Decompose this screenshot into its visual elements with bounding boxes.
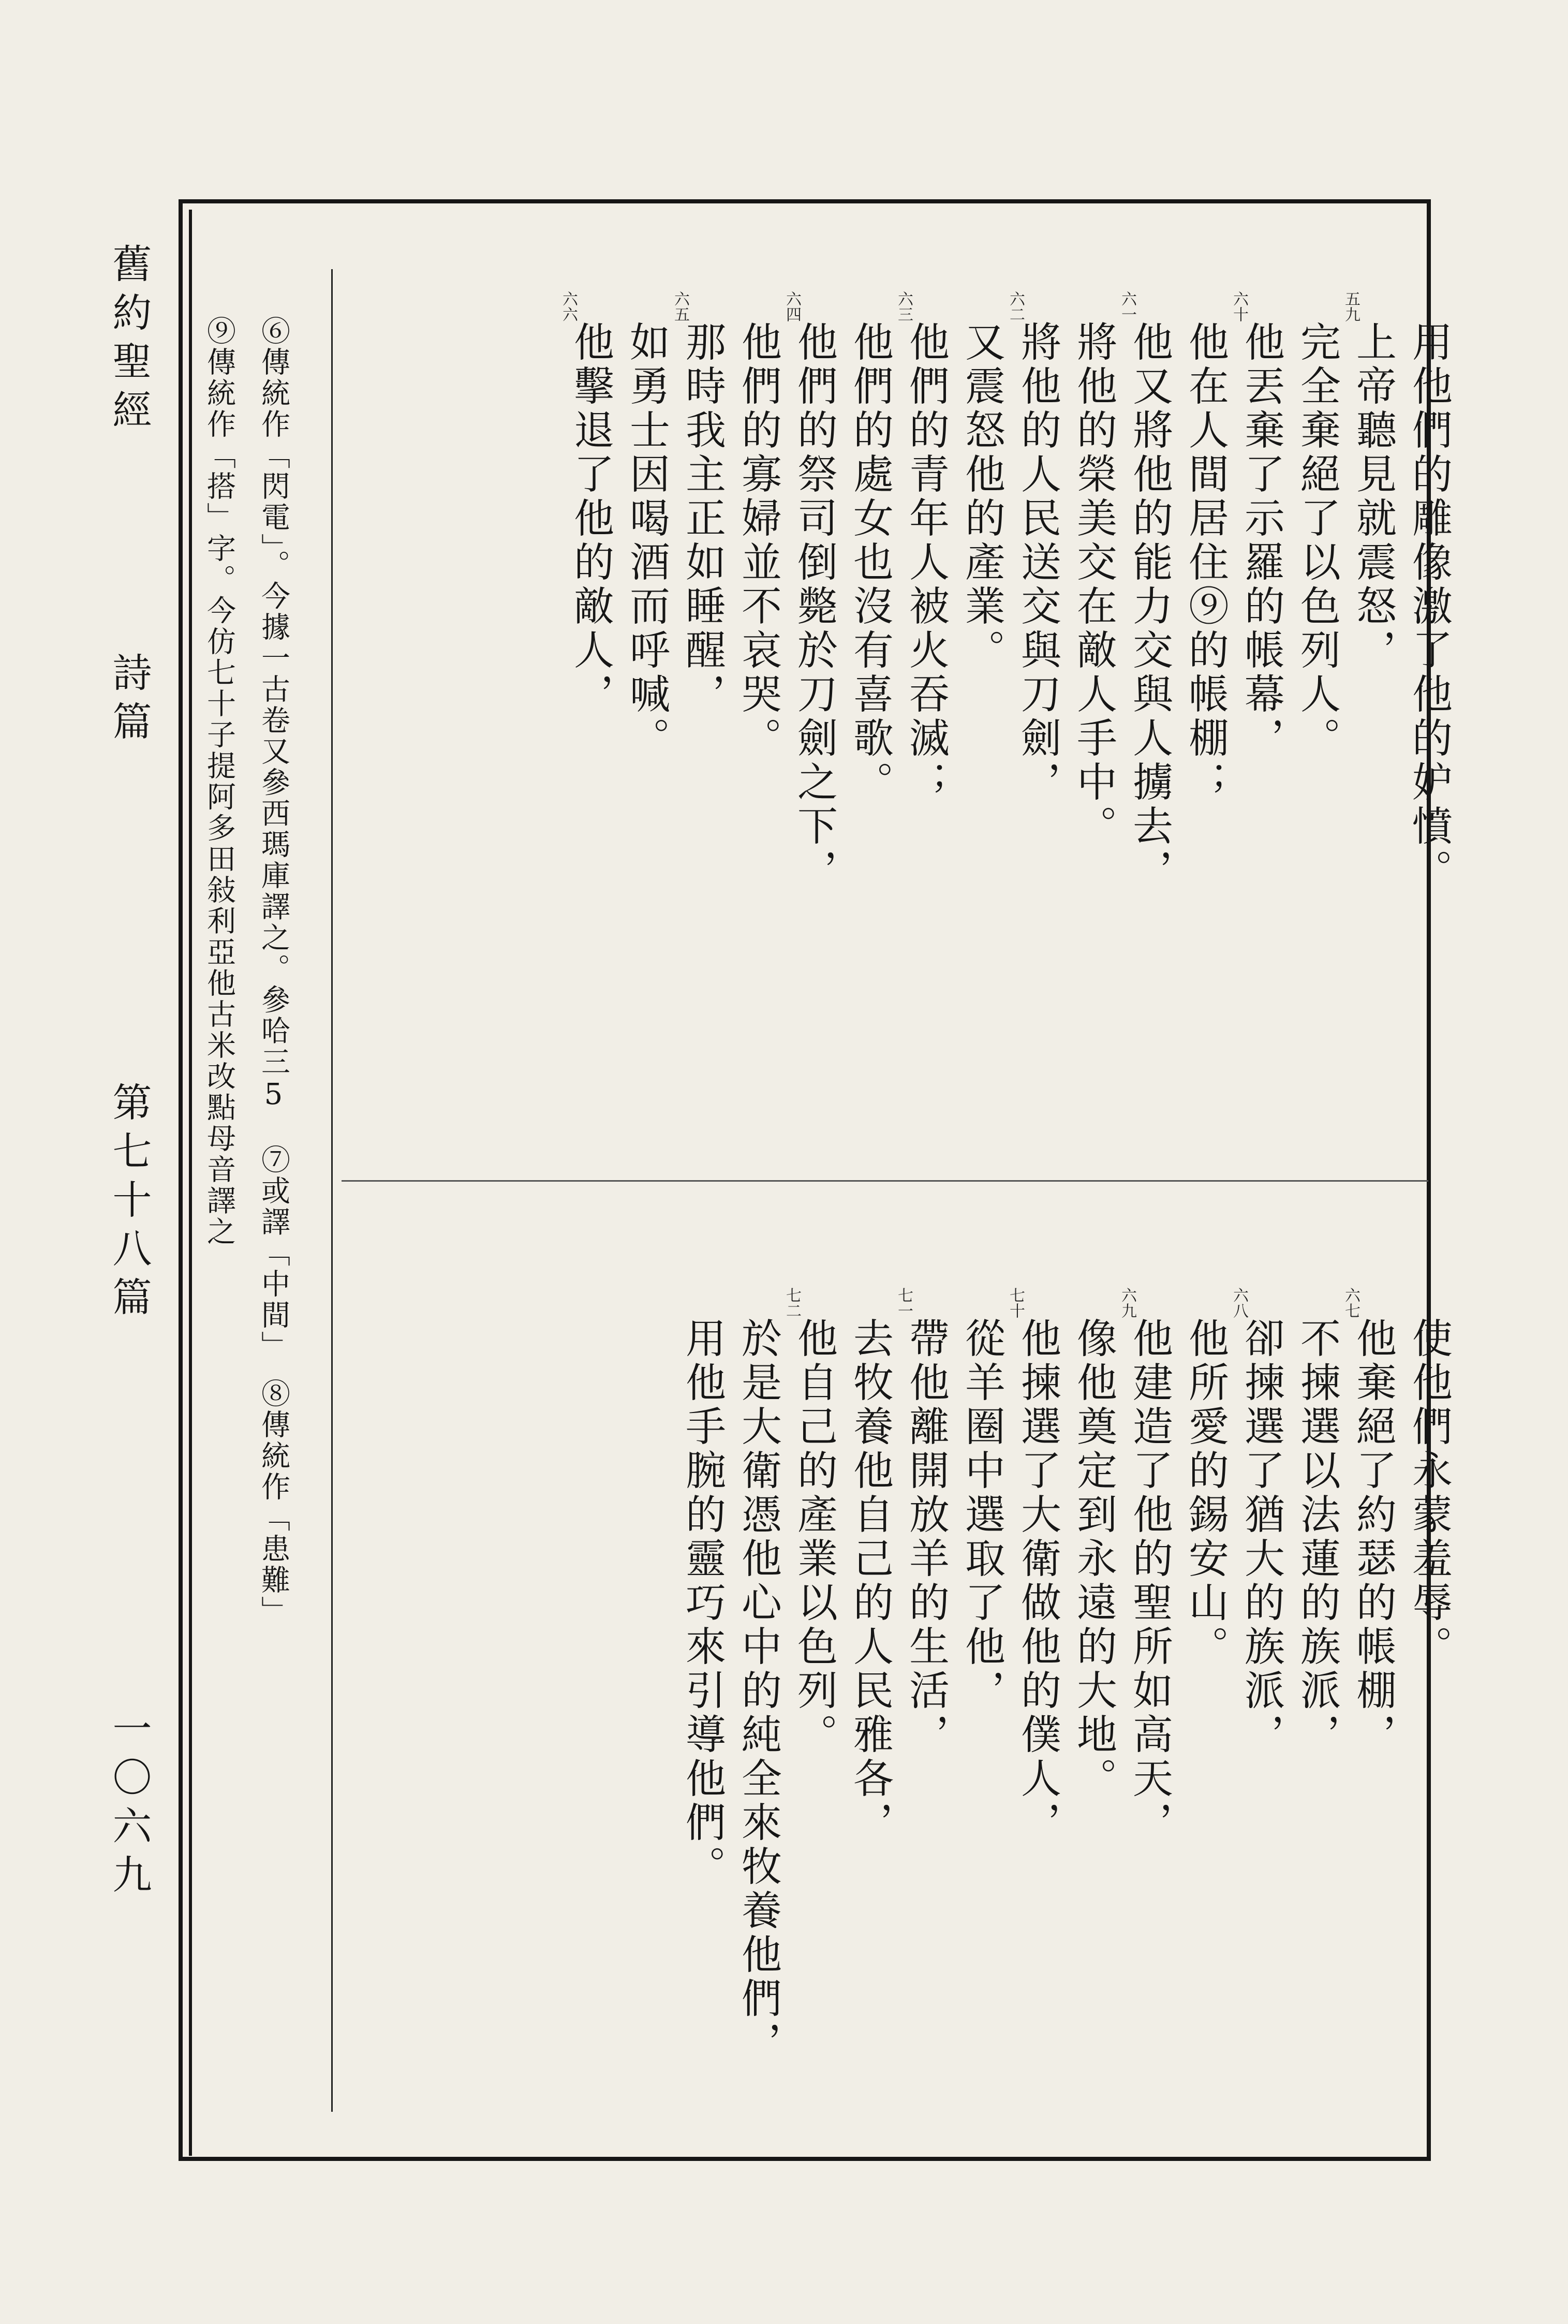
verse-number: 六六 (559, 291, 578, 322)
book-title: 舊約聖經 (106, 243, 152, 438)
verse-number: 七一 (895, 1287, 913, 1318)
verse-line: 他自己的產業以色列。 (791, 1317, 837, 1757)
verse-line: 使他們永蒙羞辱。 (1406, 1317, 1452, 1669)
verse-line: 那時我主正如睡醒， (679, 321, 726, 717)
section-title: 詩篇 (106, 652, 152, 749)
verse-number: 六二 (1007, 291, 1025, 322)
verse-number: 六五 (671, 291, 689, 322)
verse-line: 他所愛的錫安山。 (1182, 1317, 1229, 1669)
verse-line: 他們的寡婦並不哀哭。 (735, 321, 781, 761)
verse-line: 從羊圈中選取了他， (958, 1317, 1005, 1713)
verse-line: 將他的榮美交在敵人手中。 (1070, 321, 1117, 849)
verse-number: 五九 (1342, 291, 1360, 322)
block-divider (342, 1180, 1428, 1182)
verse-line: 不揀選以法蓮的族派， (1294, 1317, 1340, 1757)
inner-rule (189, 210, 192, 2156)
verse-line: 他揀選了大衛做他的僕人， (1014, 1317, 1061, 1845)
verse-line: 用他手腕的靈巧來引導他們。 (679, 1317, 726, 1889)
verse-number: 六七 (1342, 1287, 1360, 1318)
verse-number: 六十 (1230, 291, 1248, 322)
verse-line: 於是大衛憑他心中的純全來牧養他們， (735, 1317, 781, 2065)
verse-line: 上帝聽見就震怒， (1350, 321, 1396, 673)
verse-number: 七二 (783, 1287, 801, 1318)
verse-line: 用他們的雕像激了他的妒憤。 (1406, 321, 1452, 893)
chapter-title: 第七十八篇 (106, 1082, 152, 1325)
verse-line: 他們的處女也沒有喜歌。 (847, 321, 893, 805)
verse-number: 六三 (895, 291, 913, 322)
verse-number: 六一 (1118, 291, 1136, 322)
verse-line: 他丟棄了示羅的帳幕， (1238, 321, 1284, 761)
verse-line: 又震怒他的產業。 (958, 321, 1005, 673)
verse-line: 他在人間居住⑨的帳棚； (1182, 321, 1229, 805)
verse-line: 完全棄絕了以色列人。 (1294, 321, 1340, 761)
verse-line: 像他奠定到永遠的大地。 (1070, 1317, 1117, 1801)
verse-number: 六四 (783, 291, 801, 322)
verse-line: 將他的人民送交與刀劍， (1014, 321, 1061, 805)
footnote-divider (331, 269, 333, 2112)
verse-line: 卻揀選了猶大的族派， (1238, 1317, 1284, 1757)
verse-number: 六九 (1118, 1287, 1136, 1318)
verse-line: 他們的青年人被火吞滅； (903, 321, 949, 805)
footnote-line-1: ⑥傳統作「閃電」。今據一古卷又參西瑪庫譯之。參哈三5 ⑦或譯「中間」 ⑧傳統作「患難」 (257, 316, 290, 1627)
verse-line: 他擊退了他的敵人， (567, 321, 614, 717)
verse-number: 六八 (1230, 1287, 1248, 1318)
verse-line: 如勇士因喝酒而呼喊。 (623, 321, 670, 761)
verse-number: 七十 (1007, 1287, 1025, 1318)
verse-line: 他又將他的能力交與人擄去， (1126, 321, 1173, 893)
footnote-line-2: ⑨傳統作「搭」字。今仿七十子提阿多田敍利亞他古米改點母音譯之 (202, 316, 236, 1247)
page-number: 一〇六九 (106, 1708, 152, 1903)
verse-line: 去牧養他自己的人民雅各， (847, 1317, 893, 1845)
verse-line: 他們的祭司倒斃於刀劍之下， (791, 321, 837, 893)
verse-line: 他棄絕了約瑟的帳棚， (1350, 1317, 1396, 1757)
verse-line: 帶他離開放羊的生活， (903, 1317, 949, 1757)
verse-line: 他建造了他的聖所如高天， (1126, 1317, 1173, 1845)
